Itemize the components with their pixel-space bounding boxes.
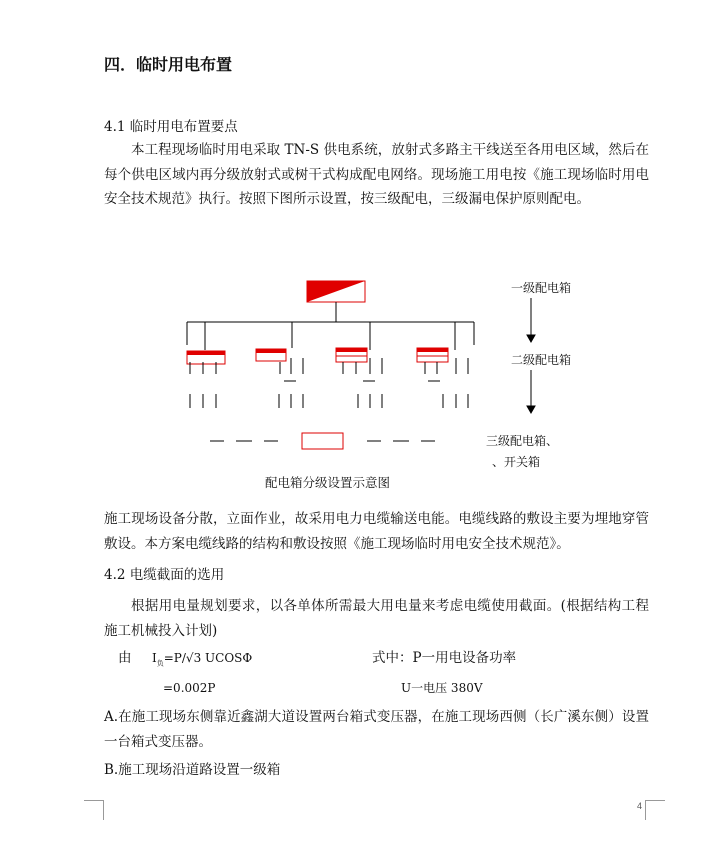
section-heading: 四．临时用电布置 bbox=[104, 55, 233, 74]
formula-prefix: 由 bbox=[118, 650, 132, 666]
subsection-title-4-1: 4.1 临时用电布置要点 bbox=[104, 119, 238, 135]
level3-box bbox=[302, 433, 343, 449]
paragraph-cable-laying: 施工现场设备分散，立面作业，故采用电力电缆输送电能。电缆线路的敷设主要为埋地穿管敷设。本方案电缆线路的结构和敷设按照《施工现场临时用电安全技术规范》。 bbox=[104, 511, 649, 552]
level2-boxes bbox=[187, 348, 448, 364]
formula-current bbox=[152, 646, 252, 675]
level2-box bbox=[187, 351, 225, 364]
formula-expression: =P/√3 UCOSΦ bbox=[163, 651, 253, 665]
level1-label: 一级配电箱 bbox=[511, 281, 572, 295]
current-symbol: I bbox=[152, 651, 157, 665]
level3-label: 三级配电箱、 bbox=[486, 434, 559, 448]
corner-mark-right bbox=[645, 800, 665, 820]
level1-box bbox=[307, 281, 365, 302]
level2-box bbox=[417, 348, 448, 362]
level2-label: 二级配电箱 bbox=[511, 353, 572, 367]
subsection-title-4-2: 4.2 电缆截面的选用 bbox=[104, 567, 225, 583]
item-a-transformers: A.在施工现场东侧靠近鑫湖大道设置两台箱式变压器，在施工现场西侧（长广溪东侧）设置一台箱式变压器。 bbox=[104, 709, 649, 750]
formula-result: =0.002P bbox=[163, 681, 216, 695]
paragraph-cable-section: 根据用电量规划要求，以各单体所需最大用电量来考虑电缆使用截面。(根据结构工程施工机械投入计划) bbox=[104, 598, 649, 639]
formula-note-voltage: U一电压 380V bbox=[401, 681, 483, 695]
item-b-level1-boxes: B.施工现场沿道路设置一级箱 bbox=[104, 762, 281, 778]
branch-drops bbox=[187, 322, 474, 350]
corner-mark-left bbox=[84, 800, 104, 820]
level2-box bbox=[336, 348, 367, 362]
diagram-caption: 配电箱分级设置示意图 bbox=[265, 475, 391, 490]
switch-box-label: 、开关箱 bbox=[492, 455, 541, 469]
page-number: 4 bbox=[637, 801, 643, 811]
level2-box bbox=[256, 349, 286, 361]
formula-note-power: 式中：P一用电设备功率 bbox=[372, 650, 517, 666]
paragraph-power-supply: 本工程现场临时用电采取 TN-S 供电系统，放射式多路主干线送至各用电区域，然后在每个供电区域内再分级放射式或树干式构成配电网络。现场施工用电按《施工现场临时用电安全技术规范》执行。按照下图所示设置，按三级配电，三级漏电保护原则配电。 bbox=[104, 142, 649, 207]
current-subscript: 负 bbox=[156, 659, 164, 668]
level3-feeder-lines bbox=[190, 394, 468, 408]
